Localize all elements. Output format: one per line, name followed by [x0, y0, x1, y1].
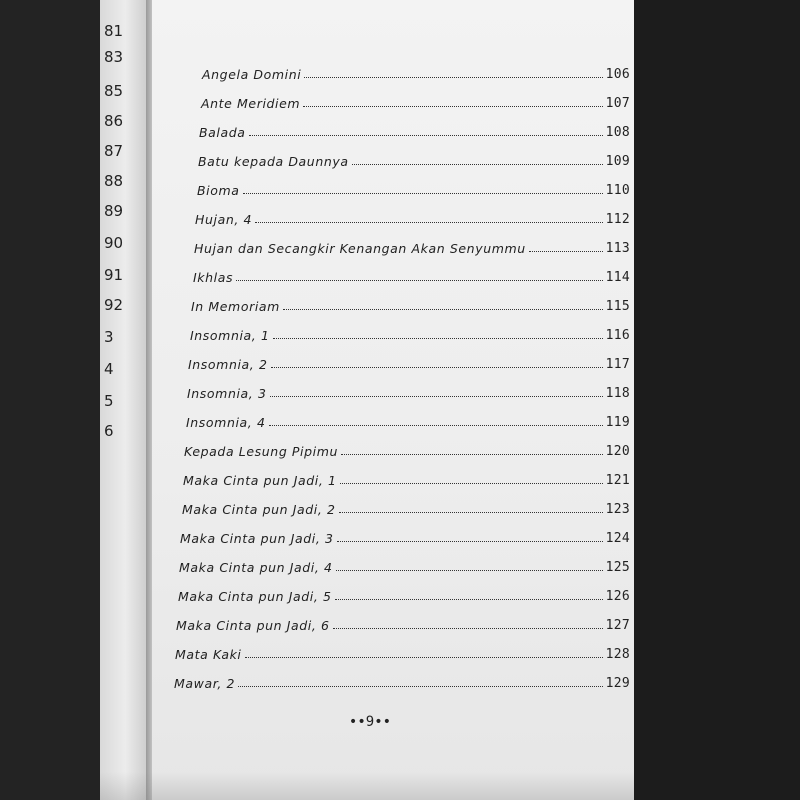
page-number: ••9•• — [348, 714, 392, 730]
toc-entry-title: Kepada Lesung Pipimu — [184, 444, 339, 459]
toc-dot-leader — [270, 396, 603, 397]
toc-entry-page: 110 — [605, 183, 630, 198]
toc-dot-leader — [304, 77, 602, 78]
toc-entry-page: 109 — [605, 154, 630, 169]
toc-entry-title: Insomnia, 3 — [187, 386, 267, 401]
toc-entry — [175, 640, 630, 662]
toc-entry-page: 119 — [605, 415, 630, 430]
toc-entry-page: 124 — [605, 531, 630, 546]
toc-entry — [195, 205, 630, 227]
toc-dot-leader — [339, 512, 603, 513]
toc-entry — [190, 321, 630, 343]
toc-entry-page: 118 — [605, 386, 630, 401]
toc-dot-leader — [269, 425, 603, 426]
left-page-number: 5 — [104, 392, 114, 410]
toc-entry-title: Angela Domini — [202, 67, 302, 82]
toc-entry — [180, 524, 630, 546]
toc-entry-page: 106 — [605, 67, 630, 82]
left-page-number: 81 — [104, 22, 124, 40]
toc-entry-title: Maka Cinta pun Jadi, 6 — [176, 618, 330, 633]
toc-entry-page: 107 — [605, 96, 630, 111]
toc-entry-title: Insomnia, 4 — [186, 415, 266, 430]
toc-entry-title: Hujan dan Secangkir Kenangan Akan Senyummu — [194, 241, 526, 256]
page-bottom-shadow — [100, 772, 634, 800]
toc-entry-page: 114 — [605, 270, 630, 285]
toc-entry-title: Insomnia, 2 — [188, 357, 268, 372]
toc-dot-leader — [336, 570, 603, 571]
toc-entry-page: 116 — [605, 328, 630, 343]
toc-dot-leader — [245, 657, 603, 658]
toc-entry-page: 125 — [605, 560, 630, 575]
toc-page — [152, 0, 634, 800]
toc-entry — [174, 669, 630, 691]
toc-entry-title: Maka Cinta pun Jadi, 1 — [183, 473, 337, 488]
toc-entry-page: 128 — [605, 647, 630, 662]
left-page-number: 3 — [104, 328, 114, 346]
toc-dot-leader — [340, 483, 603, 484]
left-page-number: 88 — [104, 172, 124, 190]
toc-entry-title: Mata Kaki — [175, 647, 242, 662]
toc-entry — [186, 408, 630, 430]
toc-entry — [191, 292, 630, 314]
toc-entry-title: Maka Cinta pun Jadi, 3 — [180, 531, 334, 546]
toc-dot-leader — [283, 309, 603, 310]
left-page-number: 92 — [104, 296, 124, 314]
toc-entry-title: Maka Cinta pun Jadi, 2 — [182, 502, 336, 517]
toc-dot-leader — [236, 280, 603, 281]
toc-entry — [187, 379, 630, 401]
left-page-number: 87 — [104, 142, 124, 160]
left-page-number: 90 — [104, 234, 124, 252]
toc-dot-leader — [238, 686, 603, 687]
toc-entry — [182, 495, 630, 517]
toc-entry-title: Balada — [199, 125, 246, 140]
toc-dot-leader — [337, 541, 603, 542]
toc-entry-page: 121 — [605, 473, 630, 488]
background — [634, 0, 800, 800]
toc-dot-leader — [529, 251, 603, 252]
toc-entry-page: 123 — [605, 502, 630, 517]
left-page-number: 6 — [104, 422, 114, 440]
toc-dot-leader — [249, 135, 603, 136]
toc-entry-title: Batu kepada Daunnya — [198, 154, 349, 169]
left-page-number: 86 — [104, 112, 124, 130]
toc-entry-title: Maka Cinta pun Jadi, 5 — [178, 589, 332, 604]
left-page-number: 91 — [104, 266, 124, 284]
toc-entry-title: Bioma — [197, 183, 240, 198]
toc-dot-leader — [271, 367, 603, 368]
toc-entry — [176, 611, 630, 633]
toc-dot-leader — [273, 338, 603, 339]
toc-entry — [188, 350, 630, 372]
toc-dot-leader — [243, 193, 603, 194]
toc-entry-title: Insomnia, 1 — [190, 328, 270, 343]
toc-entry-page: 127 — [605, 618, 630, 633]
toc-entry — [202, 60, 630, 82]
toc-dot-leader — [333, 628, 603, 629]
previous-page-edge — [100, 0, 146, 800]
toc-dot-leader — [352, 164, 603, 165]
toc-entry — [194, 234, 630, 256]
toc-entry-title: Hujan, 4 — [195, 212, 253, 227]
toc-entry — [201, 89, 630, 111]
toc-entry-page: 117 — [605, 357, 630, 372]
toc-dot-leader — [341, 454, 603, 455]
toc-dot-leader — [303, 106, 602, 107]
toc-dot-leader — [335, 599, 603, 600]
toc-entry — [179, 553, 630, 575]
toc-entry — [197, 176, 630, 198]
toc-entry-page: 129 — [605, 676, 630, 691]
left-page-number: 4 — [104, 360, 114, 378]
toc-entry — [183, 466, 630, 488]
toc-entry-page: 115 — [605, 299, 630, 314]
toc-entry-title: Mawar, 2 — [174, 676, 236, 691]
toc-entry-title: Ikhlas — [193, 270, 234, 285]
left-page-number: 89 — [104, 202, 124, 220]
toc-entry-page: 108 — [605, 125, 630, 140]
toc-entry — [178, 582, 630, 604]
toc-entry-page: 126 — [605, 589, 630, 604]
toc-entry-page: 120 — [605, 444, 630, 459]
toc-entry — [199, 118, 630, 140]
toc-entry-page: 113 — [605, 241, 630, 256]
toc-entry — [184, 437, 630, 459]
toc-dot-leader — [255, 222, 603, 223]
toc-entry-title: Ante Meridiem — [201, 96, 301, 111]
toc-entry — [193, 263, 630, 285]
left-page-number: 85 — [104, 82, 124, 100]
left-page-number: 83 — [104, 48, 124, 66]
toc-entry-title: In Memoriam — [191, 299, 280, 314]
toc-entry-title: Maka Cinta pun Jadi, 4 — [179, 560, 333, 575]
toc-entry — [198, 147, 630, 169]
toc-entry-page: 112 — [605, 212, 630, 227]
